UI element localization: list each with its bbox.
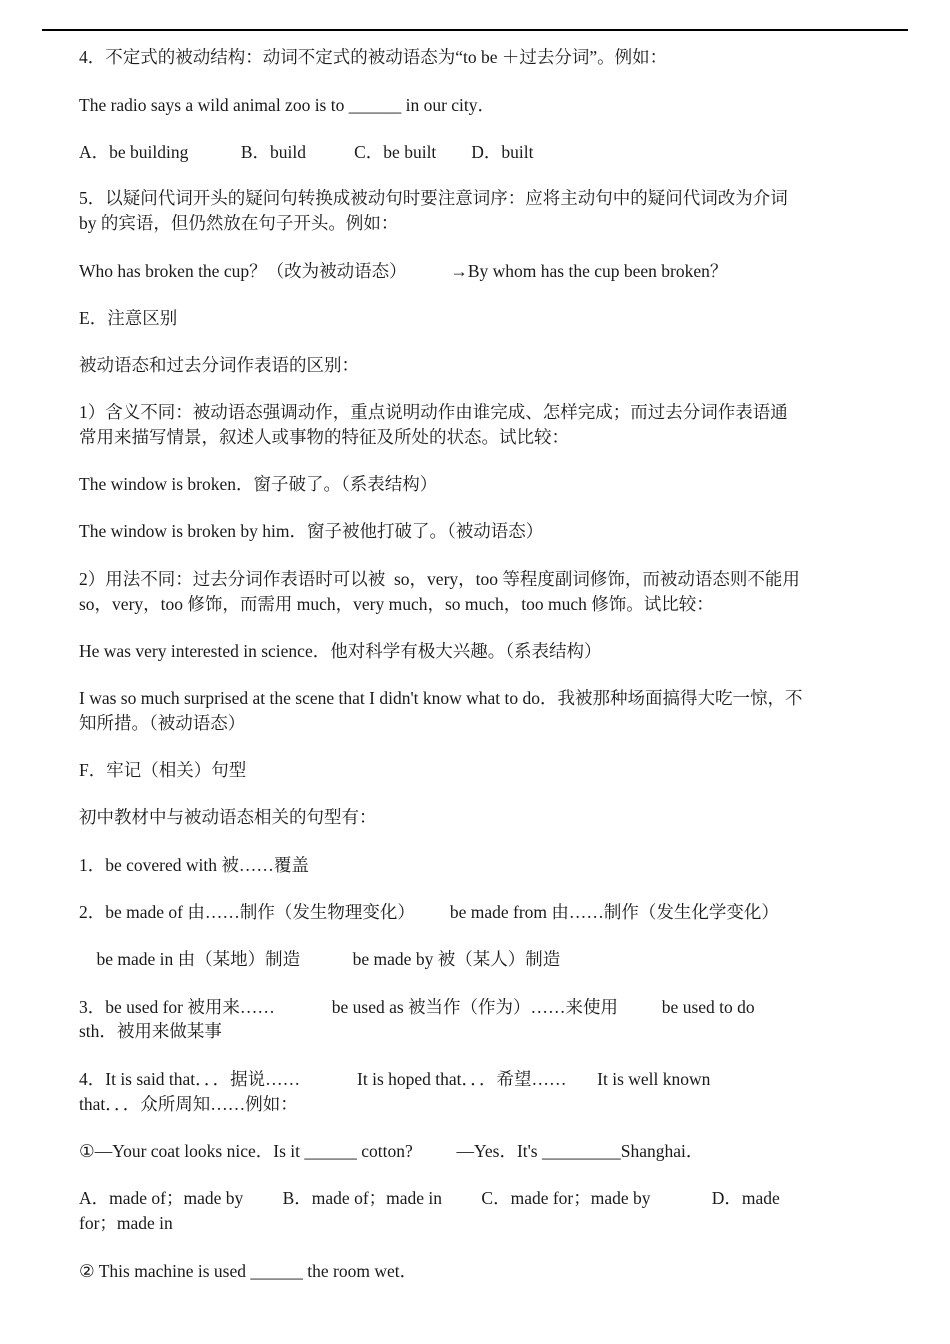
text-line-8: 被动语态和过去分词作表语的区别： <box>79 355 359 375</box>
text-line-4: 5．以疑问代词开头的疑问句转换成被动句时要注意词序：应将主动句中的疑问代词改为介词 <box>79 188 788 208</box>
text-line-30: ② This machine is used ______ the room wet． <box>79 1261 418 1281</box>
text-line-27: ①—Your coat looks nice．Is it ______ cotton? —Yes．It's _________Shanghai． <box>79 1141 704 1161</box>
text-line-13: 2）用法不同：过去分词作表语时可以被 so，very，too 等程度副词修饰，而被动语态则不能用 <box>79 569 800 589</box>
text-line-14: so，very，too 修饰，而需用 much，very much，so much，too much 修饰。试比较： <box>79 594 714 614</box>
text-line-6: Who has broken the cup？（改为被动语态） →By whom has the cup been broken？ <box>79 261 728 281</box>
text-line-22: be made in 由（某地）制造 be made by 被（某人）制造 <box>79 949 561 969</box>
text-line-10: 常用来描写情景，叙述人或事物的特征及所处的状态。试比较： <box>79 427 569 447</box>
text-line-15: He was very interested in science．他对科学有极大兴趣。（系表结构） <box>79 641 602 661</box>
text-line-9: 1）含义不同：被动语态强调动作，重点说明动作由谁完成、怎样完成；而过去分词作表语通 <box>79 402 788 422</box>
text-line-24: sth．被用来做某事 <box>79 1021 222 1041</box>
text-line-25: 4．It is said that．．．据说…… It is hoped that．．．希望…… It is well known <box>79 1069 711 1089</box>
text-line-17: 知所措。（被动语态） <box>79 713 246 733</box>
text-line-26: that．．．众所周知……例如： <box>79 1094 298 1114</box>
text-line-3: A．be building B．build C．be built D．built <box>79 142 534 162</box>
text-line-1: 4．不定式的被动结构：动词不定式的被动语态为“to be ＋过去分词”。例如： <box>79 47 668 67</box>
text-line-11: The window is broken．窗子破了。（系表结构） <box>79 474 438 494</box>
text-line-18: F．牢记（相关）句型 <box>79 760 247 780</box>
text-line-28: A．made of；made by B．made of；made in C．made for；made by D．made <box>79 1188 780 1208</box>
text-line-2: The radio says a wild animal zoo is to ______ in our city． <box>79 95 496 115</box>
text-line-5: by 的宾语，但仍然放在句子开头。例如： <box>79 213 399 233</box>
text-line-19: 初中教材中与被动语态相关的句型有： <box>79 807 377 827</box>
text-line-12: The window is broken by him．窗子被他打破了。（被动语态） <box>79 521 544 541</box>
text-line-23: 3．be used for 被用来…… be used as 被当作（作为）……来使用 be used to do <box>79 997 755 1017</box>
header-rule <box>42 29 908 31</box>
text-line-20: 1．be covered with 被……覆盖 <box>79 855 309 875</box>
text-line-16: I was so much surprised at the scene that I didn't know what to do．我被那种场面搞得大吃一惊，不 <box>79 688 803 708</box>
text-line-29: for；made in <box>79 1213 173 1233</box>
text-line-21: 2．be made of 由……制作（发生物理变化） be made from 由……制作（发生化学变化） <box>79 902 779 922</box>
text-line-7: E．注意区别 <box>79 308 178 328</box>
